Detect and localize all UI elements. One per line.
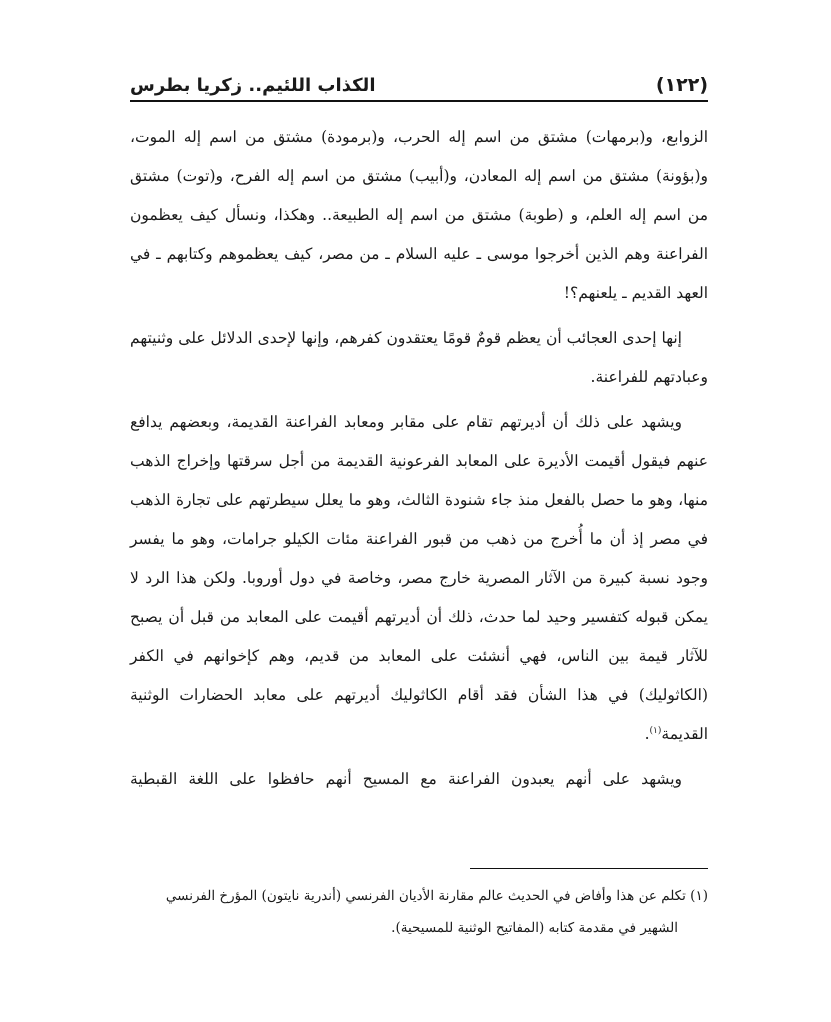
footnote-line-2: الشهير في مقدمة كتابه (المفاتيح الوثنية للمسيحية). xyxy=(391,920,678,936)
paragraph-3 xyxy=(130,403,708,754)
running-header xyxy=(130,66,708,102)
paragraph-3-end: . xyxy=(644,725,650,743)
footnote-line-1: (١) تكلم عن هذا وأفاض في الحديث عالم مقارنة الأديان الفرنسي (أندرية نايتون) المؤرخ الفرنسي xyxy=(165,888,708,904)
paragraph-2: إنها إحدى العجائب أن يعظم قومٌ قومًا يعتقدون كفرهم، وإنها لإحدى الدلائل على وثنيتهم وعبادتهم للفراعنة. xyxy=(130,329,708,386)
book-title: الكذاب اللئيم.. زكريا بطرس xyxy=(130,75,376,96)
paragraph-4: ويشهد على أنهم يعبدون الفراعنة مع المسيح أنهم حافظوا على اللغة القبطية xyxy=(130,770,682,788)
paragraph-1: الزوابع، و(برمهات) مشتق من اسم إله الحرب، و(برمودة) مشتق من اسم إله الموت، و(بؤونة) مشتق من اسم إله المعادن، و(أبيب) مشتق من اسم إله الفرح، و(توت) مشتق من اسم إله العلم، و (طوبة) مشتق من اسم إله الطبيعة.. وهكذا، ونسأل كيف يعظمون الفراعنة وهم الذين أخرجوا موسى ـ عليه السلام ـ من مصر، كيف يعظموهم وكتابهم ـ في العهد القديم ـ يلعنهم؟! xyxy=(130,128,708,302)
footnote xyxy=(130,880,708,944)
page-number: (١٢٢) xyxy=(655,74,708,96)
footnote-divider xyxy=(470,868,708,869)
body-text xyxy=(130,118,708,805)
footnote-reference: (١) xyxy=(649,725,662,736)
paragraph-3-text: ويشهد على ذلك أن أديرتهم تقام على مقابر ومعابد الفراعنة القديمة، وبعضهم يدافع عنهم فيقول أقيمت الأديرة على المعابد الفرعونية القديمة من أجل سرقتها وإخراج الذهب منها، وهو ما حصل بالفعل منذ جاء شنودة الثالث، وهو ما يعلل سيطرتهم على تجارة الذهب في مصر إذ أن ما أُخرج من ذهب من قبور الفراعنة مئات الكيلو جرامات، وهو ما يفسر وجود نسبة كبيرة من الآثار المصرية خارج مصر، وخاصة في دول أوروبا. ولكن هذا الرد لا يمكن قبوله كتفسير وحيد لما حدث، ذلك أن أديرتهم أقيمت على المعابد من قبل أن يصبح للآثار قيمة بين الناس، فهي أنشئت على المعابد من قديم، وهم كإخوانهم في الكفر (الكاثوليك) في هذا الشأن فقد أقام الكاثوليك أديرتهم على معابد الحضارات الوثنية القديمة xyxy=(130,413,708,743)
